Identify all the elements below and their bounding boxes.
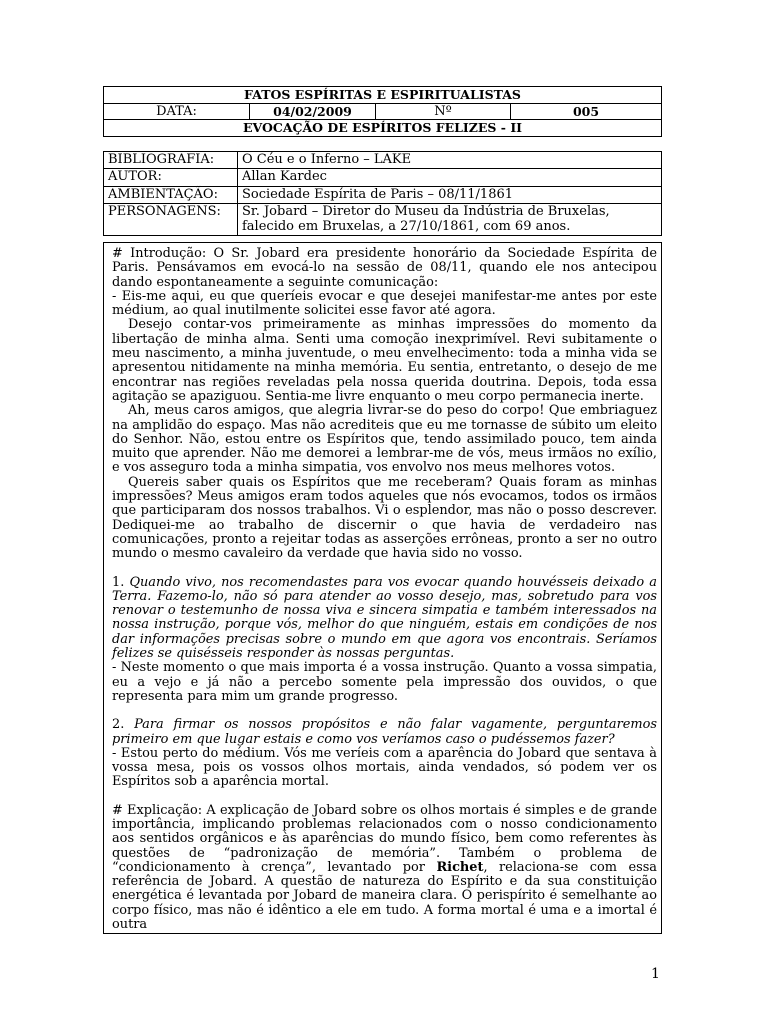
message-paragraph: Ah, meus caros amigos, que alegria livrar-se do peso do corpo! Que embriaguez na amplidão do espaço. Mas não acrediteis que eu me tornasse de súbito um eleito do Senhor. Não, estou entre os Espíritos que, tendo assimilado pouco, tem ainda muito que aprender. Não me demorei a lembrar-me de vós, meus irmãos no exílio, e vos asseguro toda a minha simpatia, vos envolvo nos meus melhores votos. — [112, 403, 657, 476]
info-label: PERSONAGENS: — [104, 203, 238, 236]
info-row — [104, 152, 662, 169]
number-value: 005 — [511, 103, 662, 120]
question-number: 1. — [112, 574, 130, 590]
explanation-highlight-name: Richet — [436, 859, 484, 875]
info-label: AMBIENTAÇÃO: — [104, 186, 238, 203]
question-text: Para firmar os nossos propósitos e não falar vagamente, perguntaremos primeiro em que lugar estais e como vos veríamos caso o pudéssemos fazer? — [112, 717, 657, 747]
answer-2: - Estou perto do médium. Vós me veríeis com a aparência do Jobard que sentava à vossa mesa, pois os vossos olhos mortais, ainda vendados, só podem ver os Espíritos sob a aparência mortal. — [112, 745, 657, 790]
date-value: 04/02/2009 — [250, 103, 376, 120]
page-number: 1 — [651, 966, 660, 982]
date-label: DATA: — [104, 103, 250, 120]
info-label: BIBLIOGRAFIA: — [104, 152, 238, 169]
document-title: FATOS ESPÍRITAS E ESPIRITUALISTAS — [104, 87, 662, 104]
question-number: 2. — [112, 717, 135, 733]
intro-paragraph: # Introdução: O Sr. Jobard era presidente honorário da Sociedade Espírita de Paris. Pensávamos em evocá-lo na sessão de 08/11, quando ele nos antecipou dando espontaneamente a seguinte comunicação: — [112, 246, 657, 290]
info-row — [104, 186, 662, 203]
number-label: Nº — [376, 103, 511, 120]
document-subtitle: EVOCAÇÃO DE ESPÍRITOS FELIZES - II — [104, 120, 662, 137]
message-paragraph: Desejo contar-vos primeiramente as minhas impressões do momento da libertação de minha alma. Senti uma comoção inexprimível. Revi subitamente o meu nascimento, a minha juventude, o meu envelhecimento: toda a minha vida se apresentou nitidamente na minha memória. Eu sentia, entretanto, o desejo de me encontrar nas regiões reveladas pela nossa querida doutrina. Depois, toda essa agitação se apaziguou. Sentia-me livre enquanto o meu corpo permanecia inerte. — [112, 317, 657, 404]
header-table — [103, 86, 662, 137]
question-1 — [112, 576, 657, 662]
message-paragraph: - Eis-me aqui, eu que queríeis evocar e que desejei manifestar-me antes por este médium, ao qual inutilmente solicitei esse favor até agora. — [112, 288, 657, 319]
question-text: Quando vivo, nos recomendastes para vos evocar quando houvésseis deixado a Terra. Fazemo-lo, não só para atender ao vosso desejo, mas, sobretudo para vos renovar o testemunho de nossa viva e sincera simpatia e também interessados na nossa instrução, porque vós, melhor do que ninguém, estais em condições de nos dar informações precisas sobre o mundo em que agora vos encontrais. Seríamos felizes se quisésseis responder às nossas perguntas. — [112, 574, 657, 662]
explanation-text-continued: , relaciona-se com essa referência de Jobard. A questão de natureza do Espírito e da sua constituição energética é levantada por Jobard de maneira clara. O perispírito é semelhante ao corpo físico, mas não é idêntico a ele em tudo. A forma mortal é uma e a imortal é outra — [112, 859, 657, 933]
main-text-box — [103, 242, 662, 934]
info-table — [103, 151, 662, 236]
question-2 — [112, 718, 657, 747]
answer-1: - Neste momento o que mais importa é a vossa instrução. Quanto a vossa simpatia, eu a vejo e já não a percebo somente pela impressão dos ouvidos, o que representa para mim um grande progresso. — [112, 660, 657, 704]
info-row — [104, 169, 662, 186]
info-row — [104, 203, 662, 236]
explanation-paragraph — [112, 804, 657, 933]
info-value: O Céu e o Inferno – LAKE — [238, 152, 662, 169]
message-paragraph: Quereis saber quais os Espíritos que me receberam? Quais foram as minhas impressões? Meus amigos eram todos aqueles que nós evocamos, todos os irmãos que participaram dos nossos trabalhos. Vi o esplendor, mas não o posso descrever. Dediquei-me ao trabalho de discernir o que havia de verdadeiro nas comunicações, pronto a rejeitar todas as asserções errôneas, pronto a ser no outro mundo o mesmo cavaleiro da verdade que havia sido no vosso. — [112, 474, 657, 562]
explanation-text: # Explicação: A explicação de Jobard sobre os olhos mortais é simples e de grande importância, implicando problemas relacionados com o nosso condicionamento aos sentidos orgânicos e às aparências do mundo físico, bem como referentes às questões de “padronização de memória”. Também o problema de “condicionamento à crença”, levantado por — [112, 802, 657, 875]
info-label: AUTOR: — [104, 169, 238, 186]
info-value: Sociedade Espírita de Paris – 08/11/1861 — [238, 186, 662, 203]
info-value: Allan Kardec — [238, 169, 662, 186]
info-value: Sr. Jobard – Diretor do Museu da Indústria de Bruxelas, falecido em Bruxelas, a 27/10/1861, com 69 anos. — [238, 203, 662, 236]
